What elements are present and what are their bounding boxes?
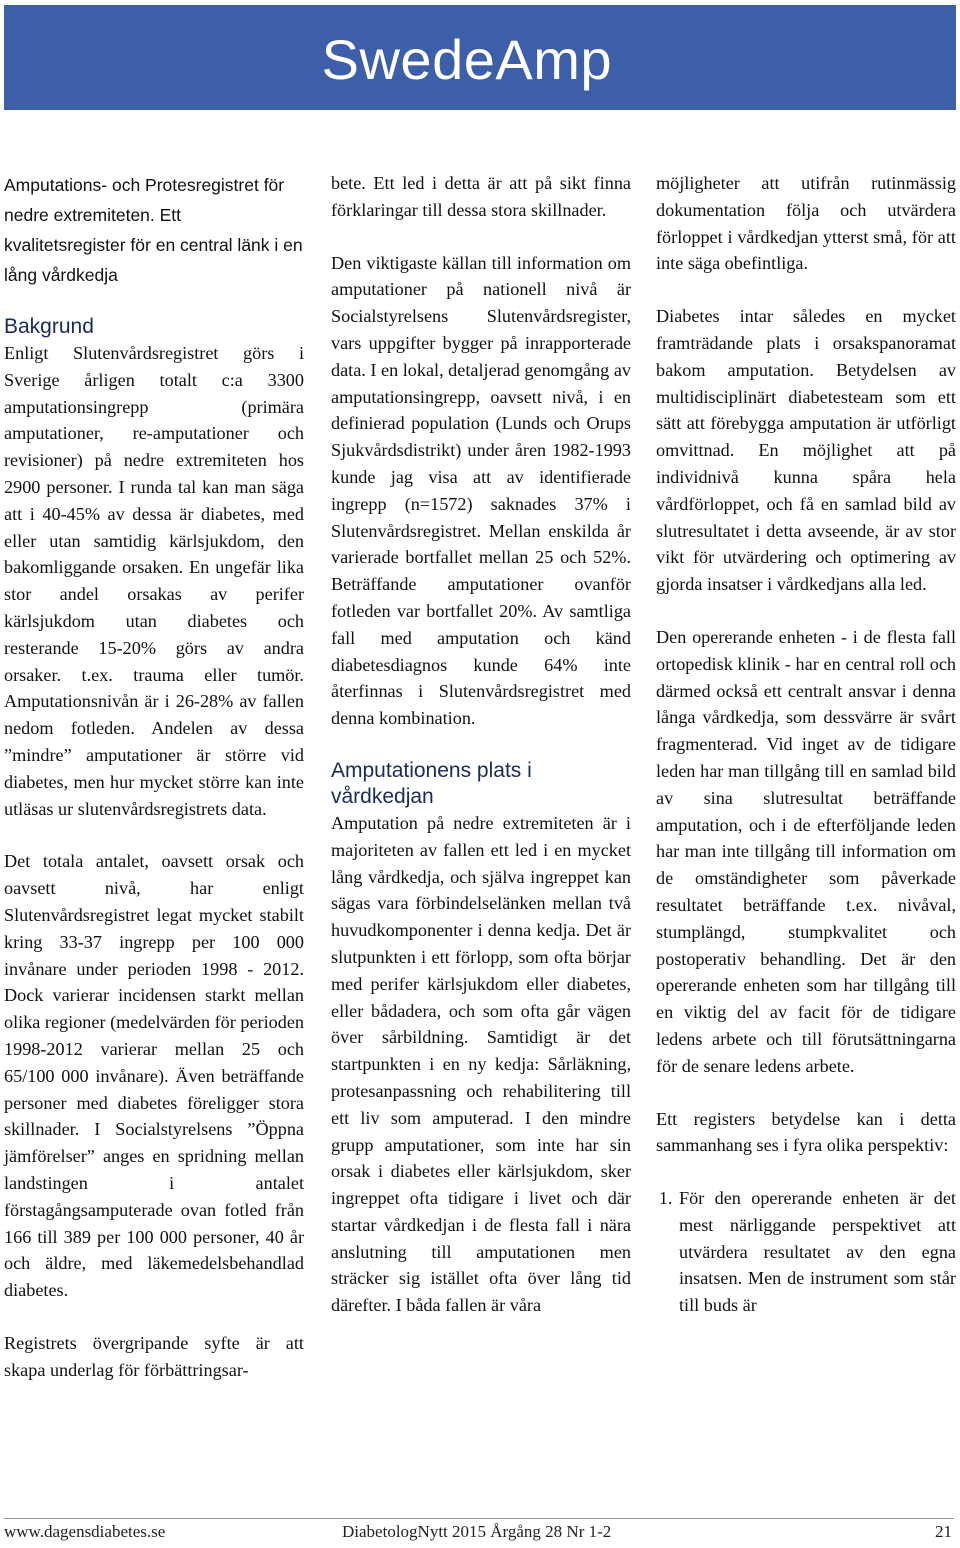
banner-title: SwedeAmp [321, 28, 612, 91]
page-footer [4, 1522, 954, 1548]
perspective-list [656, 1185, 956, 1319]
paragraph: Registrets övergripande syfte är att skapa underlag för förbättringsar- [4, 1332, 304, 1380]
section-heading-bakgrund: Bakgrund [4, 315, 94, 338]
list-item: 1. För den opererande enheten är det mest närliggande perspektivet att utvärdera resultatet av den egna insatsen. Men de instrument som står till buds är [677, 1185, 956, 1319]
paragraph: möjligheter att utifrån rutinmässig dokumentation följa och utvärdera förloppet i vårdkedjan ytterst små, för att inte säga obefintliga. [656, 173, 956, 274]
paragraph: Det totala antalet, oavsett orsak och oavsett nivå, har enligt Slutenvårdsregistret legat mycket stabilt kring 33-37 ingrepp per 100 000 invånare under perioden 1998 - 2012. Dock varierar incidensen starkt mellan olika regioner (medelvärden för perioden 1998-2012 varierar mellan 25 och 65/100 000 invånare). Även beträffande personer med diabetes föreligger stora skillnader. I Socialstyrelsens ”Öppna jämförelser” anges en spridning mellan landstingen i antalet förstagångsamputerade ovan fotled från 166 till 389 per 100 000 personer, 40 år och äldre, med läkemedelsbehandlad diabetes. [4, 851, 304, 1301]
paragraph: Diabetes intar således en mycket framträdande plats i orsakspanoramat bakom amputation. Betydelsen av multidisciplinärt diabetesteam som ett sätt att förebygga amputation är utförligt omvittnad. En möjlighet att på individnivå kunna spåra hela vårdförloppet, och få en samlad bild av slutresultatet i detta avseende, är av stor vikt för utvärdering och optimering av gjorda insatser i vårdkedjans alla led. [656, 306, 956, 595]
website-link[interactable]: www.dagensdiabetes.se [4, 1522, 166, 1541]
publication-info: DiabetologNytt 2015 Årgång 28 Nr 1-2 [342, 1522, 612, 1541]
column-3 [656, 170, 956, 1319]
footer-divider [4, 1518, 954, 1519]
paragraph: Amputation på nedre extremiteten är i majoriteten av fallen ett led i en mycket lång vårdkedja, och själva ingreppet kan sägas vara förbindelselänken mellan två huvudkomponenter i denna kedja. Det är slutpunkten i ett förlopp, som ofta börjar med perifer kärlsjukdom eller diabetes, eller bådadera, och som ofta går vägen över sårbildning. Samtidigt är det startpunkten i en ny kedja: Sårläkning, protesanpassning och rehabilitering till ett liv som amputerad. I den mindre grupp amputationer, som inte har sin orsak i diabetes eller kärlsjukdom, sker ingreppet ofta tidigare i livet och där startar vårdkedjan i de flesta fall i nära anslutning till amputationen men sträcker sig istället ofta över lång tid därefter. I båda fallen är våra [331, 812, 631, 1316]
page-number: 21 [935, 1522, 952, 1541]
paragraph: Den opererande enheten - i de flesta fall ortopedisk klinik - har en central roll och därmed också ett centralt ansvar i denna långa vårdkedja, som dessvärre är svårt fragmenterad. Vid inget av de tidigare leden har man tillgång till en samlad bild av sina slutresultat beträffande amputation, och i de efterföljande leden har man inte tillgång till information om de omständigheter som påverkade resultatet beträffande t.ex. nivåval, stumplängd, stumpkvalitet och postoperativ behandling. Det är den opererande enheten som har tillgång till en viktig del av facit för de tidigare ledens arbete och till förutsättningarna för de senare ledens arbete. [656, 626, 956, 1076]
header-banner [4, 5, 956, 110]
column-1 [4, 170, 304, 1383]
paragraph: Ett registers betydelse kan i detta sammanhang ses i fyra olika perspektiv: [656, 1108, 956, 1156]
paragraph: Den viktigaste källan till information om amputationer på nationell nivå är Socialstyrelsens Slutenvårdsregister, vars uppgifter bygger på inrapporterade data. I en lokal, detaljerad genomgång av amputationsingrepp, oavsett nivå, i en definierad population (Lunds och Orups Sjukvårdsdistrikt) under åren 1982-1993 kunde jag visa att av identifierade ingrepp (n=1572) saknades 37% i Slutenvårdsregistret. Mellan enskilda år varierade bortfallet mellan 25 och 52%. Beträffande amputationer ovanför fotleden var bortfallet 20%. Av samtliga fall med amputation och känd diabetesdiagnos kunde 64% inte återfinnas i Slutenvårdsregistret med denna kombination. [331, 252, 631, 729]
section-heading-vardkedjan: Amputationens plats i vårdkedjan [331, 758, 532, 808]
intro-text: Amputations- och Protesregistret för nedre extremiteten. Ett kvalitetsregister för en central länk i en lång vårdkedja [4, 175, 303, 285]
column-2 [331, 170, 631, 1319]
paragraph: Enligt Slutenvårdsregistret görs i Sverige årligen totalt c:a 3300 amputationsingrepp (primära amputationer, re-amputationer och revisioner) på nedre extremiteten hos 2900 personer. I runda tal kan man säga att i 40-45% av dessa är diabetes, med eller utan samtidig kärlsjukdom, den bakomliggande orsaken. En ungefär lika stor andel orsakas av perifer kärlsjukdom utan diabetes och resterande 15-20% görs av andra orsaker. t.ex. trauma eller tumör. Amputationsnivån är i 26-28% av fallen nedom fotleden. Andelen av dessa ”mindre” amputationer är större vid diabetes, men hur mycket större kan inte utläsas ur slutenvårdsregistrets data. [4, 343, 304, 819]
paragraph: bete. Ett led i detta är att på sikt finna förklaringar till dessa stora skillnader. [331, 173, 631, 220]
